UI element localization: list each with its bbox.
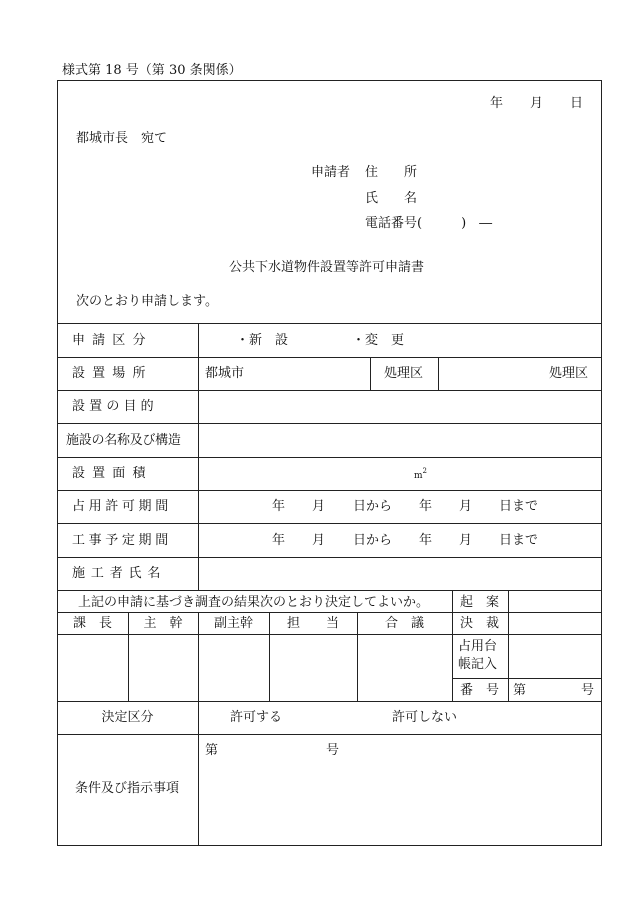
occupancy-month-end: 月 [459,499,473,514]
phone-label: 電話番号( ) ― [365,216,493,231]
role-supervisor: 主 幹 [143,616,183,631]
decision-label: 決 裁 [460,616,500,631]
purpose-label: 設置の目的 [72,399,158,414]
category-label: 申請区分 [72,333,153,348]
address-label: 住 所 [365,165,418,180]
role-deputy-supervisor: 副主幹 [213,616,253,631]
document-title: 公共下水道物件設置等許可申請書 [229,260,425,275]
occupancy-period-label: 占用許可期間 [72,499,172,514]
construction-month: 月 [312,533,326,548]
role-person-in-charge: 担 当 [286,616,339,631]
ledger-label-line1: 占用台 [458,639,498,654]
form-number: 様式第 18 号（第 30 条関係） [62,63,242,78]
construction-to: 日まで [499,533,539,548]
decision-deny: 許可しない [392,710,458,725]
role-consultation: 合 議 [384,616,424,631]
occupancy-from: 日から [353,499,393,514]
number-prefix: 第 [513,683,527,698]
decision-category-label: 決定区分 [101,710,154,725]
conditions-number-suffix: 号 [326,743,340,758]
occupancy-month: 月 [312,499,326,514]
applicant-label: 申請者 [311,165,351,180]
facility-label: 施設の名称及び構造 [66,433,181,448]
occupancy-to: 日まで [499,499,539,514]
name-label: 氏 名 [365,191,418,206]
number-label: 番 号 [460,683,500,698]
addressee: 都城市長 宛て [76,131,168,146]
occupancy-year-end: 年 [419,499,433,514]
intro-text: 次のとおり申請します。 [76,294,218,309]
construction-year-end: 年 [419,533,433,548]
construction-month-end: 月 [459,533,473,548]
construction-period-label: 工事予定期間 [72,533,172,548]
construction-from: 日から [353,533,393,548]
draft-label: 起 案 [460,595,500,610]
contractor-label: 施工者氏名 [72,566,167,581]
date-month-label: 月 [530,96,544,111]
date-year-label: 年 [490,96,504,111]
area-unit: $m^2$ [414,467,428,481]
conditions-number-prefix: 第 [205,743,219,758]
area-label: 設置面積 [72,466,153,481]
location-city: 都城市 [205,366,245,381]
occupancy-year: 年 [272,499,286,514]
date-day-label: 日 [570,96,584,111]
location-label: 設置場所 [72,366,153,381]
category-option-change: ・変 更 [352,333,405,348]
decision-permit: 許可する [230,710,283,725]
conditions-label: 条件及び指示事項 [75,781,180,796]
treatment-area-value: 処理区 [549,366,589,381]
treatment-area-label: 処理区 [384,366,424,381]
construction-year: 年 [272,533,286,548]
role-section-chief: 課 長 [72,616,112,631]
ledger-label-line2: 帳記入 [458,657,498,672]
approval-statement: 上記の申請に基づき調査の結果次のとおり決定してよいか。 [78,595,430,610]
category-option-new: ・新 設 [236,333,289,348]
number-suffix: 号 [581,683,595,698]
